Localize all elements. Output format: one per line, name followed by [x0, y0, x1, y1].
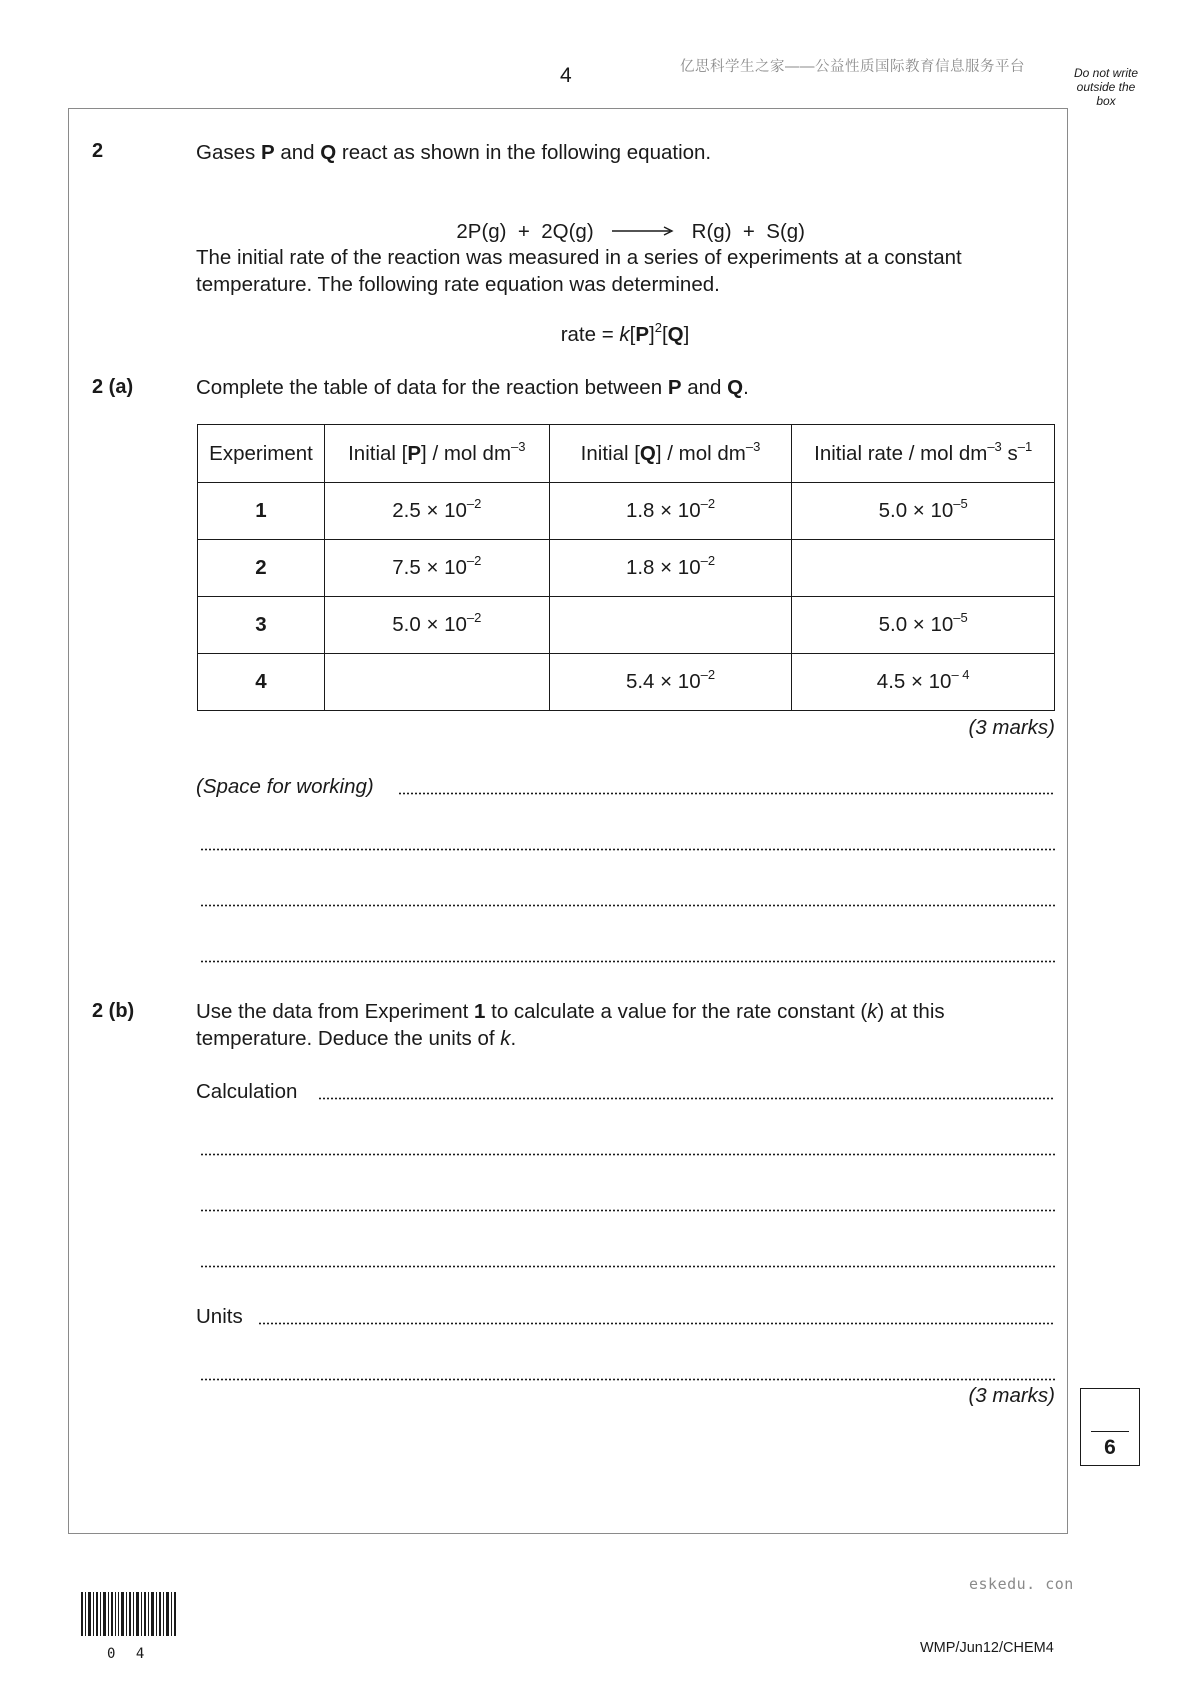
cell-rate-blank[interactable] [792, 540, 1055, 597]
cell-rate: $4.5 \times 10^{- 4}$ [792, 654, 1055, 711]
units-label: Units [196, 1305, 243, 1328]
cell-q-blank[interactable] [549, 597, 792, 654]
answer-line[interactable] [398, 792, 1055, 795]
cell-p: $5.0 \times 10^{-2}$ [324, 597, 549, 654]
rate-description: The initial rate of the reaction was measured in a series of experiments at a constant temperature. The following rate equation was determined. [196, 246, 962, 296]
answer-line[interactable] [258, 1322, 1055, 1325]
header-initial-p: Initial [P] / mol $dm^{-3}$ [324, 425, 549, 483]
part-a-instruction: Complete the table of data for the reaction between P and Q. [196, 376, 749, 399]
answer-line[interactable] [200, 1153, 1055, 1156]
table-header-row [198, 425, 1055, 483]
site-text: eskedu. con [969, 1575, 1074, 1593]
reaction-equation: 2P(g) + 2Q(g) R(g) + S(g) [456, 220, 806, 243]
cell-rate: $5.0 \times 10^{-5}$ [792, 597, 1055, 654]
barcode-icon [81, 1592, 177, 1636]
working-label: (Space for working) [196, 775, 374, 798]
reaction-arrow-icon [612, 226, 674, 236]
cell-p: $2.5 \times 10^{-2}$ [324, 483, 549, 540]
answer-line[interactable] [318, 1097, 1055, 1100]
cell-rate: $5.0 \times 10^{-5}$ [792, 483, 1055, 540]
question-intro: Gases P and Q react as shown in the following equation. [196, 141, 712, 164]
header-initial-q: Initial [Q] / mol $dm^{-3}$ [549, 425, 792, 483]
mark-total: 6 [1104, 1436, 1116, 1459]
experiment-number: 3 [198, 597, 325, 654]
answer-line[interactable] [200, 904, 1055, 907]
answer-line[interactable] [200, 1209, 1055, 1212]
part-a-label: 2 (a) [92, 376, 134, 398]
experiment-number: 1 [198, 483, 325, 540]
table-row [198, 654, 1055, 711]
part-a-marks: (3 marks) [968, 716, 1055, 739]
question-number: 2 [92, 140, 104, 162]
cell-q: $5.4 \times 10^{-2}$ [549, 654, 792, 711]
experiment-number: 4 [198, 654, 325, 711]
part-b-marks: (3 marks) [968, 1384, 1055, 1407]
cell-q: $1.8 \times 10^{-2}$ [549, 540, 792, 597]
answer-line[interactable] [200, 848, 1055, 851]
do-not-write-note: Do not write outside the box [1073, 66, 1139, 108]
table-row [198, 540, 1055, 597]
cell-p-blank[interactable] [324, 654, 549, 711]
table-row [198, 597, 1055, 654]
header-experiment: Experiment [198, 425, 325, 483]
part-b-instruction: Use the data from Experiment 1 to calculate a value for the rate constant (k) at this temperature. Deduce the units of k. [196, 1000, 945, 1050]
table-row [198, 483, 1055, 540]
mark-box [1080, 1388, 1140, 1466]
barcode-number: 0 4 [107, 1646, 151, 1662]
cell-q: $1.8 \times 10^{-2}$ [549, 483, 792, 540]
calculation-label: Calculation [196, 1080, 298, 1103]
rate-data-table [197, 424, 1055, 711]
cell-p: $7.5 \times 10^{-2}$ [324, 540, 549, 597]
part-b-label: 2 (b) [92, 1000, 135, 1022]
header-initial-rate: Initial rate / mol $dm^{-3}$ $s^{-1}$ [792, 425, 1055, 483]
paper-code: WMP/Jun12/CHEM4 [920, 1640, 1054, 1656]
answer-line[interactable] [200, 960, 1055, 963]
watermark-text: 亿思科学生之家——公益性质国际教育信息服务平台 [680, 59, 1025, 75]
answer-line[interactable] [200, 1265, 1055, 1268]
page-number: 4 [560, 64, 572, 87]
rate-equation: rate = $k[P]^2[Q]$ [560, 320, 690, 346]
experiment-number: 2 [198, 540, 325, 597]
answer-line[interactable] [200, 1378, 1055, 1381]
